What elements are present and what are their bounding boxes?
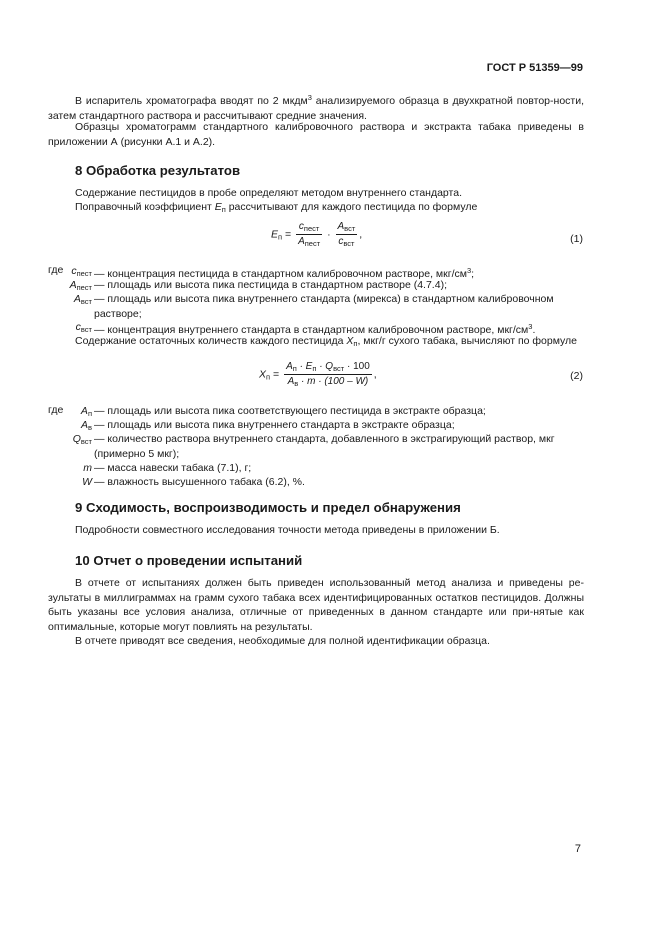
formula-1-fraction-1: $\frac{c_{пест}}{A_{пест}}$ <box>298 221 321 248</box>
formula-2-fraction: $\frac{A_п \cdot E_п \cdot Q_{вст} \cdot 100}{A_в \cdot m \cdot (100 - W)}$ <box>286 361 370 388</box>
intro-paragraph-2: Образцы хроматограмм стандартного калибровочного раствора и экстракта табака приведены в приложении А (рисунки А.1 и А.2). <box>48 121 584 148</box>
where-label-2: где <box>48 404 64 416</box>
section-8-paragraph-2: Поправочный коэффициент $E_п$ рассчитывают для каждого пестицида по формуле <box>75 201 478 214</box>
section-10-heading: 10 Отчет о проведении испытаний <box>75 553 303 568</box>
section-9-heading: 9 Сходимость, воспроизводимость и предел обнаружения <box>75 500 461 515</box>
section-8-paragraph-1: Содержание пестицидов в пробе определяют методом внутреннего стандарта. <box>75 187 462 199</box>
where-label-1: где <box>48 264 64 276</box>
section-10-paragraph-2: В отчете приводят все сведения, необходимые для полной идентификации образца. <box>75 635 490 647</box>
document-code: ГОСТ Р 51359—99 <box>486 62 583 74</box>
section-8-heading: 8 Обработка результатов <box>75 163 241 178</box>
formula-1-fraction-2: $\frac{A_{вст}}{c_{вст}}$ <box>337 221 356 248</box>
formula-2: $X_п$ = $\frac{A_п \cdot E_п \cdot Q_{вст} \cdot 100}{A_в \cdot m \cdot (100 - W)}$ , <box>259 361 377 388</box>
intro-paragraph-1: В испаритель хроматографа вводят по 2 мкдм$^3$ анализируемого образца в двухкратной повтор-ности, затем стандартного раствора и рассчитывают средние значения. <box>48 93 585 122</box>
section-8-paragraph-3: Содержание остаточных количеств каждого пестицида $X_п$, мкг/г сухого табака, вычисляют по формуле <box>75 335 578 348</box>
section-10-paragraph-1: В отчете от испытаниях должен быть приведен использованный метод анализа и приведены ре-зультаты в миллиграммах на грамм сухого табака всех идентифицированных остатков пестицидов. Должны быть указаны все условия анализа, отличные от приведенных в данном стандарте или при-нятые как оптимальные, которые могут повлиять на результаты. <box>48 577 584 633</box>
formula-1: $E_п$ = $\frac{c_{пест}}{A_{пест}}$ · $\frac{A_{вст}}{c_{вст}}$ , <box>271 221 363 248</box>
formula-1-number: (1) <box>570 233 583 245</box>
section-9-paragraph-1: Подробности совместного исследования точности метода приведены в приложении Б. <box>75 524 500 536</box>
page-number: 7 <box>574 843 581 855</box>
formula-2-number: (2) <box>570 370 583 382</box>
